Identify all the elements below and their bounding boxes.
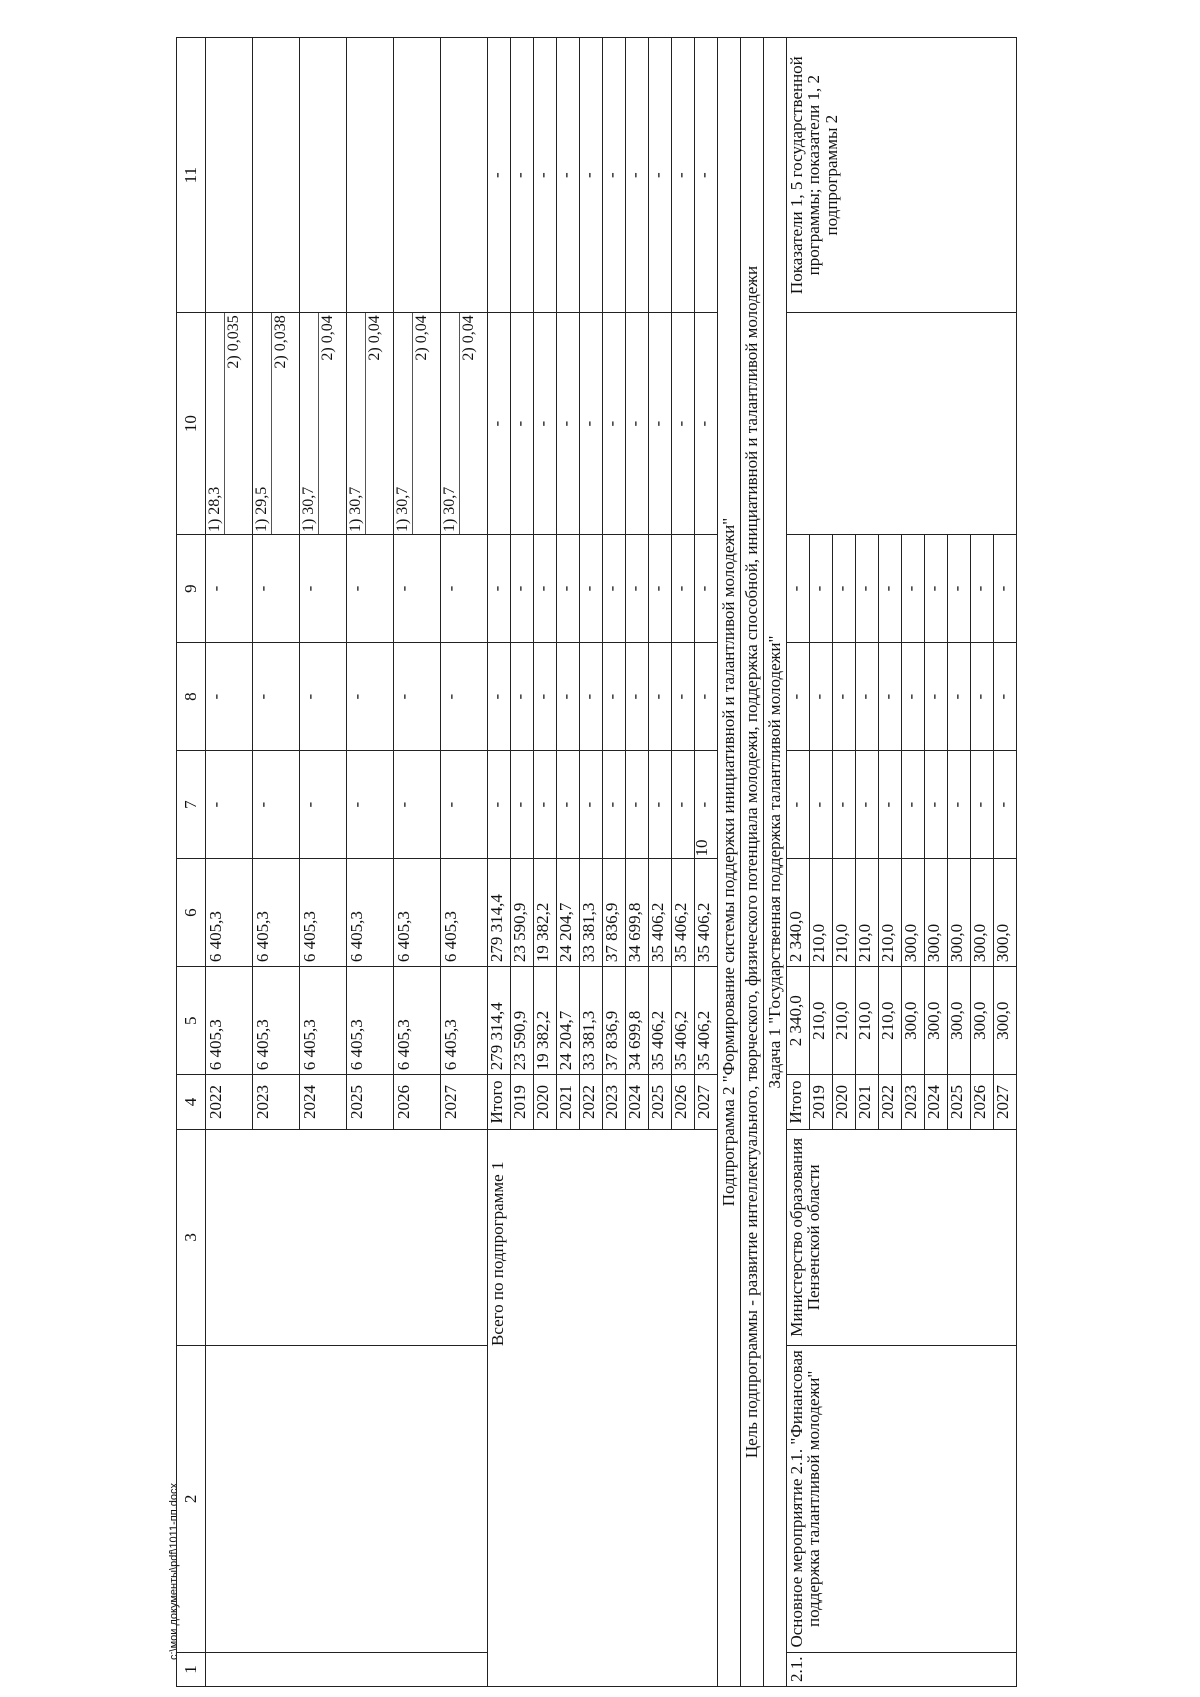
measure-name: Основное мероприятие 2.1. "Финансовая поддержка талантливой молодежи" xyxy=(786,1345,1016,1652)
value-col5: 35 406,2 xyxy=(695,967,718,1075)
indicator-1: 1) 30,7 xyxy=(347,313,366,534)
value-col10: - xyxy=(580,313,603,535)
value-col5: 2 340,0 xyxy=(786,967,809,1075)
value-col5: 6 405,3 xyxy=(441,967,488,1075)
value-col8: - xyxy=(603,643,626,751)
column-header-4: 4 xyxy=(177,1075,206,1130)
value-col6: 6 405,3 xyxy=(206,859,253,967)
value-col8: - xyxy=(626,643,649,751)
value-col5: 300,0 xyxy=(901,967,924,1075)
measure-indicators: Показатели 1, 5 государственной программы; показатели 1, 2 подпрограммы 2 xyxy=(786,38,1016,313)
value-col11-empty xyxy=(347,38,394,313)
value-col6: 279 314,4 xyxy=(488,859,511,967)
value-col5: 6 405,3 xyxy=(300,967,347,1075)
continuation-row xyxy=(206,38,253,1687)
measure-row xyxy=(786,38,809,1687)
value-col9: - xyxy=(924,535,947,643)
value-col7: - xyxy=(786,751,809,859)
value-col5: 6 405,3 xyxy=(394,967,441,1075)
value-col7: - xyxy=(855,751,878,859)
value-col8: - xyxy=(488,643,511,751)
value-col7: - xyxy=(557,751,580,859)
value-col8: - xyxy=(695,643,718,751)
value-col5: 19 382,2 xyxy=(534,967,557,1075)
footer-file-path: c:\мои документы\pdf\1011-пп.docx xyxy=(168,1483,180,1660)
value-col5: 35 406,2 xyxy=(649,967,672,1075)
value-col10: - xyxy=(672,313,695,535)
value-col11: - xyxy=(695,38,718,313)
indicator-2: 2) 0,04 xyxy=(413,315,431,361)
value-col8: - xyxy=(924,643,947,751)
value-col6: 35 406,2 xyxy=(672,859,695,967)
value-col11: - xyxy=(534,38,557,313)
value-col11: - xyxy=(511,38,534,313)
value-col10: - xyxy=(695,313,718,535)
value-col5: 6 405,3 xyxy=(347,967,394,1075)
value-col6: 23 590,9 xyxy=(511,859,534,967)
value-col7: - xyxy=(441,751,488,859)
value-col5: 35 406,2 xyxy=(672,967,695,1075)
value-col8: - xyxy=(206,643,253,751)
subprogram-2-goal-row xyxy=(740,38,763,1687)
program-finance-table xyxy=(176,37,1017,1687)
value-col6: 300,0 xyxy=(901,859,924,967)
value-col6: 35 406,2 xyxy=(649,859,672,967)
value-col7: - xyxy=(511,751,534,859)
value-col6: 210,0 xyxy=(832,859,855,967)
year-cell: 2026 xyxy=(970,1075,993,1130)
value-col9: - xyxy=(488,535,511,643)
year-cell: 2021 xyxy=(855,1075,878,1130)
value-col7: - xyxy=(901,751,924,859)
value-col9: - xyxy=(809,535,832,643)
value-col6: 210,0 xyxy=(855,859,878,967)
value-col7: - xyxy=(626,751,649,859)
indicator-1: 1) 28,3 xyxy=(206,313,225,534)
value-col7: - xyxy=(649,751,672,859)
value-col9: - xyxy=(557,535,580,643)
value-col9: - xyxy=(300,535,347,643)
value-col9: - xyxy=(901,535,924,643)
value-col10: - xyxy=(511,313,534,535)
value-col6: 300,0 xyxy=(970,859,993,967)
value-col7: - xyxy=(809,751,832,859)
value-col11: - xyxy=(557,38,580,313)
value-col6: 300,0 xyxy=(924,859,947,967)
measure-executor: Министерство образования Пензенской области xyxy=(786,1129,1016,1345)
cell-col2-empty xyxy=(206,1345,488,1652)
indicator-1: 1) 30,7 xyxy=(441,313,460,534)
indicator-2: 2) 0,04 xyxy=(319,315,337,361)
value-col8: - xyxy=(534,643,557,751)
value-col9: - xyxy=(394,535,441,643)
indicator-values xyxy=(347,313,394,535)
indicator-values xyxy=(300,313,347,535)
value-col5: 279 314,4 xyxy=(488,967,511,1075)
year-cell: 2024 xyxy=(626,1075,649,1130)
year-cell: 2025 xyxy=(947,1075,970,1130)
value-col9: - xyxy=(580,535,603,643)
value-col8: - xyxy=(672,643,695,751)
value-col11: - xyxy=(580,38,603,313)
value-col9: - xyxy=(970,535,993,643)
value-col8: - xyxy=(580,643,603,751)
value-col9: - xyxy=(695,535,718,643)
value-col8: - xyxy=(993,643,1016,751)
value-col7: - xyxy=(253,751,300,859)
value-col11-empty xyxy=(300,38,347,313)
value-col6: 210,0 xyxy=(878,859,901,967)
value-col9: - xyxy=(603,535,626,643)
value-col6: 6 405,3 xyxy=(253,859,300,967)
year-cell: 2025 xyxy=(649,1075,672,1130)
value-col6: 19 382,2 xyxy=(534,859,557,967)
value-col11: - xyxy=(649,38,672,313)
year-cell: 2023 xyxy=(603,1075,626,1130)
value-col8: - xyxy=(649,643,672,751)
value-col5: 300,0 xyxy=(947,967,970,1075)
value-col5: 210,0 xyxy=(855,967,878,1075)
year-cell: 2019 xyxy=(511,1075,534,1130)
column-header-11: 11 xyxy=(177,38,206,313)
value-col5: 210,0 xyxy=(878,967,901,1075)
value-col9: - xyxy=(832,535,855,643)
value-col5: 37 836,9 xyxy=(603,967,626,1075)
cell-col3-empty xyxy=(206,1129,488,1345)
value-col9: - xyxy=(253,535,300,643)
value-col7: - xyxy=(672,751,695,859)
value-col8: - xyxy=(901,643,924,751)
indicator-2: 2) 0,04 xyxy=(366,315,384,361)
value-col8: - xyxy=(809,643,832,751)
value-col10: - xyxy=(557,313,580,535)
value-col5: 23 590,9 xyxy=(511,967,534,1075)
year-cell: 2027 xyxy=(441,1075,488,1130)
year-cell: 2022 xyxy=(580,1075,603,1130)
value-col5: 210,0 xyxy=(809,967,832,1075)
year-cell: 2022 xyxy=(206,1075,253,1130)
value-col7: - xyxy=(924,751,947,859)
year-cell: 2024 xyxy=(300,1075,347,1130)
value-col10: - xyxy=(534,313,557,535)
value-col7: - xyxy=(970,751,993,859)
value-col7: - xyxy=(603,751,626,859)
year-cell: 2025 xyxy=(347,1075,394,1130)
indicator-2: 2) 0,04 xyxy=(460,315,478,361)
value-col6: 300,0 xyxy=(947,859,970,967)
value-col9: - xyxy=(672,535,695,643)
value-col11: - xyxy=(626,38,649,313)
value-col9: - xyxy=(626,535,649,643)
column-header-6: 6 xyxy=(177,859,206,967)
value-col8: - xyxy=(253,643,300,751)
value-col7: - xyxy=(300,751,347,859)
value-col6: 6 405,3 xyxy=(441,859,488,967)
value-col8: - xyxy=(970,643,993,751)
value-col5: 300,0 xyxy=(970,967,993,1075)
column-header-8: 8 xyxy=(177,643,206,751)
budget-table-sheet xyxy=(176,37,1176,1687)
value-col5: 300,0 xyxy=(924,967,947,1075)
column-header-9: 9 xyxy=(177,535,206,643)
subprogram-2-title: Подпрограмма 2 "Формирование системы поддержки инициативной и талантливой молодежи" xyxy=(718,38,741,1687)
value-col8: - xyxy=(347,643,394,751)
value-col7: - xyxy=(993,751,1016,859)
value-col8: - xyxy=(832,643,855,751)
value-col8: - xyxy=(786,643,809,751)
value-col7: - xyxy=(394,751,441,859)
value-col11-empty xyxy=(441,38,488,313)
value-col8: - xyxy=(855,643,878,751)
value-col11: - xyxy=(603,38,626,313)
year-cell: 2019 xyxy=(809,1075,832,1130)
task-1-title-row xyxy=(763,38,786,1687)
value-col9: - xyxy=(947,535,970,643)
value-col8: - xyxy=(441,643,488,751)
value-col5: 300,0 xyxy=(993,967,1016,1075)
indicator-1: 1) 30,7 xyxy=(394,313,413,534)
value-col9: - xyxy=(534,535,557,643)
value-col7: - xyxy=(580,751,603,859)
year-cell: 2027 xyxy=(993,1075,1016,1130)
value-col11-empty xyxy=(206,38,253,313)
column-header-10: 10 xyxy=(177,313,206,535)
value-col9: - xyxy=(206,535,253,643)
value-col10: - xyxy=(488,313,511,535)
value-col6: 24 204,7 xyxy=(557,859,580,967)
value-col7: - xyxy=(695,751,718,859)
value-col5: 6 405,3 xyxy=(253,967,300,1075)
value-col9: - xyxy=(878,535,901,643)
value-col11: - xyxy=(488,38,511,313)
subprogram-2-goal: Цель подпрограммы - развитие интеллектуального, творческого, физического потенциала молодежи, поддержка способной, инициативной и талантливой молодежи xyxy=(740,38,763,1687)
indicator-values xyxy=(394,313,441,535)
year-cell: 2026 xyxy=(394,1075,441,1130)
value-col6: 37 836,9 xyxy=(603,859,626,967)
total-sub1-label: Всего по подпрограмме 1 xyxy=(488,1129,718,1686)
value-col7: - xyxy=(878,751,901,859)
value-col11: - xyxy=(672,38,695,313)
page-number-text: 10 xyxy=(692,839,711,857)
value-col11-empty xyxy=(394,38,441,313)
value-col10: - xyxy=(603,313,626,535)
value-col6: 34 699,8 xyxy=(626,859,649,967)
value-col7: - xyxy=(534,751,557,859)
value-col6: 210,0 xyxy=(809,859,832,967)
year-cell: 2023 xyxy=(253,1075,300,1130)
year-cell: 2021 xyxy=(557,1075,580,1130)
value-col8: - xyxy=(878,643,901,751)
value-col6: 6 405,3 xyxy=(347,859,394,967)
value-col10: - xyxy=(626,313,649,535)
value-col6: 2 340,0 xyxy=(786,859,809,967)
value-col6: 300,0 xyxy=(993,859,1016,967)
measure-col10-empty xyxy=(786,313,1016,535)
value-col9: - xyxy=(855,535,878,643)
column-header-2: 2 xyxy=(177,1345,206,1652)
value-col11-empty xyxy=(253,38,300,313)
indicator-values xyxy=(253,313,300,535)
year-cell: Итого xyxy=(786,1075,809,1130)
value-col8: - xyxy=(557,643,580,751)
value-col9: - xyxy=(649,535,672,643)
value-col9: - xyxy=(993,535,1016,643)
year-cell: 2023 xyxy=(901,1075,924,1130)
value-col5: 210,0 xyxy=(832,967,855,1075)
year-cell: 2020 xyxy=(832,1075,855,1130)
value-col7: - xyxy=(947,751,970,859)
value-col6: 35 406,2 xyxy=(695,859,718,967)
value-col5: 6 405,3 xyxy=(206,967,253,1075)
column-header-1: 1 xyxy=(177,1652,206,1686)
value-col8: - xyxy=(300,643,347,751)
column-header-5: 5 xyxy=(177,967,206,1075)
value-col10: - xyxy=(649,313,672,535)
indicator-values xyxy=(206,313,253,535)
year-cell: 2026 xyxy=(672,1075,695,1130)
value-col8: - xyxy=(511,643,534,751)
value-col8: - xyxy=(394,643,441,751)
value-col7: - xyxy=(206,751,253,859)
value-col5: 34 699,8 xyxy=(626,967,649,1075)
value-col6: 6 405,3 xyxy=(300,859,347,967)
value-col9: - xyxy=(511,535,534,643)
value-col9: - xyxy=(786,535,809,643)
subprogram-2-title-row xyxy=(718,38,741,1687)
indicator-1: 1) 29,5 xyxy=(253,313,272,534)
total-sub1-row xyxy=(488,38,511,1687)
year-cell: 2027 xyxy=(695,1075,718,1130)
value-col5: 33 381,3 xyxy=(580,967,603,1075)
column-header-3: 3 xyxy=(177,1129,206,1345)
year-cell: Итого xyxy=(488,1075,511,1130)
indicator-values xyxy=(441,313,488,535)
column-header-7: 7 xyxy=(177,751,206,859)
year-cell: 2020 xyxy=(534,1075,557,1130)
value-col9: - xyxy=(347,535,394,643)
value-col6: 6 405,3 xyxy=(394,859,441,967)
measure-number: 2.1. xyxy=(786,1652,1016,1686)
column-number-header xyxy=(177,38,206,1687)
value-col5: 24 204,7 xyxy=(557,967,580,1075)
year-cell: 2024 xyxy=(924,1075,947,1130)
value-col7: - xyxy=(347,751,394,859)
indicator-2: 2) 0,035 xyxy=(225,315,243,369)
value-col8: - xyxy=(947,643,970,751)
indicator-1: 1) 30,7 xyxy=(300,313,319,534)
value-col7: - xyxy=(832,751,855,859)
year-cell: 2022 xyxy=(878,1075,901,1130)
value-col7: - xyxy=(488,751,511,859)
value-col9: - xyxy=(441,535,488,643)
cell-col1-empty xyxy=(206,1652,488,1686)
indicator-2: 2) 0,038 xyxy=(272,315,290,369)
task-1-title: Задача 1 "Государственная поддержка талантливой молодежи" xyxy=(763,38,786,1687)
value-col6: 33 381,3 xyxy=(580,859,603,967)
